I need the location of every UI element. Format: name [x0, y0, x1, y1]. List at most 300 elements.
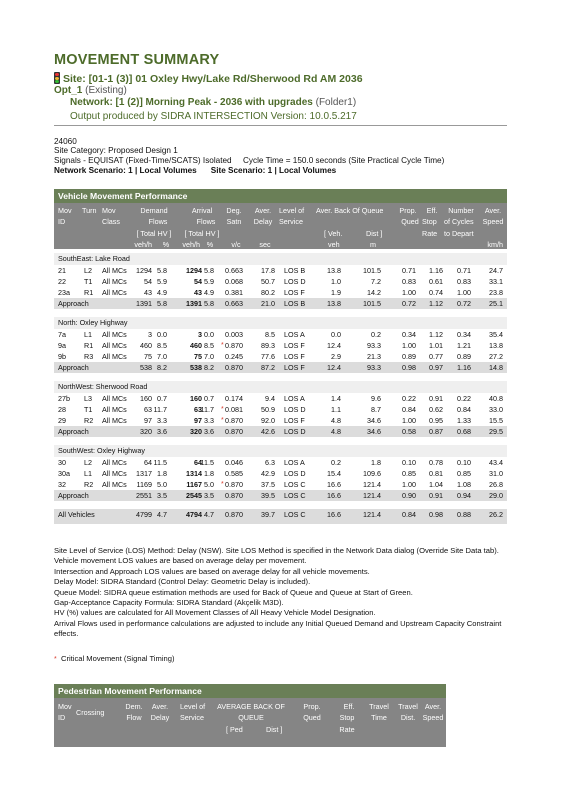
eff-stop: 1.01 [429, 341, 443, 350]
header-turn: Turn [82, 206, 97, 215]
project-id: 24060 [54, 137, 77, 146]
queue-veh: 16.6 [327, 480, 341, 489]
table-row [54, 457, 507, 468]
arrival-total: 97 [194, 416, 202, 425]
header-id: ID [58, 217, 66, 226]
all-vehicles-row [54, 509, 507, 524]
delay: 8.5 [265, 330, 275, 339]
arrival-total: 43 [194, 288, 202, 297]
table-row [54, 329, 507, 340]
approach-row [54, 298, 507, 309]
ped-header-travel-dist: Travel [398, 702, 418, 711]
los: LOS D [284, 405, 306, 414]
eff-stop: 0.97 [429, 363, 443, 372]
delay: 37.5 [261, 480, 275, 489]
ped-header-flow: Flow [126, 713, 142, 722]
speed: 33.0 [489, 405, 503, 414]
header-speed: Speed [482, 217, 504, 226]
speed: 14.8 [489, 363, 503, 372]
header-queue-veh: [ Veh. [324, 229, 343, 238]
demand-hv: 3.3 [157, 416, 167, 425]
header-eff: Eff. [426, 206, 438, 215]
deg-satn: 0.174 [225, 394, 243, 403]
queue-dist: 9.6 [371, 394, 381, 403]
delay: 39.7 [261, 510, 275, 519]
scenario-line [54, 166, 336, 176]
pedestrian-table-title: Pedestrian Movement Performance [54, 684, 446, 698]
arrival-hv: 0.0 [204, 330, 214, 339]
table-row [54, 276, 507, 287]
los: LOS D [284, 427, 306, 436]
los: LOS A [284, 394, 305, 403]
demand-total: 75 [144, 352, 152, 361]
ped-header-time: Time [371, 713, 387, 722]
speed: 15.5 [489, 416, 503, 425]
speed: 13.8 [489, 341, 503, 350]
eff-stop: 0.91 [429, 394, 443, 403]
header-sec: sec [259, 240, 271, 249]
ped-header-travel: Travel [369, 702, 389, 711]
delay: 42.9 [261, 469, 275, 478]
los: LOS F [284, 416, 305, 425]
ped-header-dist: Dist ] [266, 725, 283, 734]
approach-section-header: SouthEast: Lake Road [54, 253, 507, 265]
deg-satn: 0.381 [225, 288, 243, 297]
mov-class: All MCs [102, 330, 127, 339]
los: LOS A [284, 458, 305, 467]
header-prop: Prop. [399, 206, 417, 215]
prop-qued: 1.00 [402, 416, 416, 425]
demand-total: 63 [144, 405, 152, 414]
demand-hv: 4.9 [157, 288, 167, 297]
network-label: Network: [1 (2)] Morning Peak - 2036 with upgrades [70, 97, 313, 108]
arrival-hv: 3.3 [204, 416, 214, 425]
delay: 89.3 [261, 341, 275, 350]
demand-total: 4799 [136, 510, 152, 519]
demand-hv: 8.2 [157, 363, 167, 372]
ped-header-crossing: Crossing [76, 708, 105, 717]
queue-dist: 1.8 [371, 458, 381, 467]
demand-hv: 11.7 [153, 405, 167, 414]
demand-total: 64 [144, 458, 152, 467]
queue-veh: 1.9 [331, 288, 341, 297]
cycles: 0.71 [457, 266, 471, 275]
arrival-hv: 5.9 [204, 277, 214, 286]
eff-stop: 1.12 [429, 299, 443, 308]
eff-stop: 0.87 [429, 427, 443, 436]
cycles: 0.83 [457, 277, 471, 286]
queue-dist: 93.3 [367, 363, 381, 372]
table-row [54, 404, 507, 415]
delay: 77.6 [261, 352, 275, 361]
turn: R1 [84, 341, 94, 350]
queue-dist: 101.5 [363, 299, 381, 308]
queue-dist: 121.4 [363, 510, 381, 519]
queue-veh: 16.6 [327, 510, 341, 519]
mov-id: Approach [58, 363, 89, 372]
deg-satn: 0.068 [225, 277, 243, 286]
delay: 92.0 [261, 416, 275, 425]
header-service: Service [279, 217, 303, 226]
delay: 80.2 [261, 288, 275, 297]
prop-qued: 0.34 [402, 330, 416, 339]
arrival-hv: 11.5 [200, 458, 214, 467]
critical-marker: * [54, 656, 57, 663]
ped-header-dem: Dem. [125, 702, 143, 711]
arrival-hv: 7.0 [204, 352, 214, 361]
los: LOS C [284, 480, 306, 489]
mov-id: Approach [58, 299, 89, 308]
mov-id: Approach [58, 427, 89, 436]
arrival-hv: 8.5 [204, 341, 214, 350]
turn: T1 [84, 405, 93, 414]
los: LOS B [284, 299, 306, 308]
prop-qued: 1.00 [402, 341, 416, 350]
vehicle-table-body [54, 249, 507, 524]
mov-id: 27b [58, 394, 70, 403]
queue-veh: 1.4 [331, 394, 341, 403]
header-demand: Demand [140, 206, 168, 215]
mov-class: All MCs [102, 405, 127, 414]
delay: 50.7 [261, 277, 275, 286]
queue-dist: 93.3 [367, 341, 381, 350]
los: LOS B [284, 266, 306, 275]
site-name: Site: [01-1 (3)] 01 Oxley Hwy/Lake Rd/Sherwood Rd AM 2036 [63, 73, 363, 85]
cycles: 0.84 [457, 405, 471, 414]
note-line: Gap-Acceptance Capacity Formula: SIDRA Standard (Akçelik M3D). [54, 598, 284, 608]
queue-veh: 0.2 [331, 458, 341, 467]
ped-header-prop: Prop. [303, 702, 321, 711]
ped-header-qued: Qued [303, 713, 321, 722]
approach-row [54, 362, 507, 373]
arrival-total: 63 [194, 405, 202, 414]
mov-id: 9b [58, 352, 66, 361]
demand-total: 460 [140, 341, 152, 350]
section-spacer [54, 309, 507, 317]
header-queue-dist: Dist ] [366, 229, 383, 238]
ped-header-queue: QUEUE [238, 713, 264, 722]
speed: 26.2 [489, 510, 503, 519]
header-back-of-queue: Aver. Back Of Queue [316, 206, 384, 215]
mov-id: 30 [58, 458, 66, 467]
cycles: 0.34 [457, 330, 471, 339]
approach-section-header: SouthWest: Oxley Highway [54, 445, 507, 457]
arrival-hv: 4.7 [204, 510, 214, 519]
turn: R2 [84, 416, 94, 425]
arrival-total: 54 [194, 277, 202, 286]
los: LOS F [284, 352, 305, 361]
ped-header-rate: Rate [339, 725, 355, 734]
queue-dist: 8.7 [371, 405, 381, 414]
speed: 24.7 [489, 266, 503, 275]
section-spacer [54, 501, 507, 509]
queue-veh: 15.4 [327, 469, 341, 478]
turn: L1 [84, 330, 92, 339]
cycles: 0.72 [457, 299, 471, 308]
arrival-total: 320 [190, 427, 202, 436]
queue-dist: 21.3 [367, 352, 381, 361]
queue-veh: 12.4 [327, 341, 341, 350]
ped-header-delay: Delay [150, 713, 170, 722]
queue-veh: 1.0 [331, 277, 341, 286]
delay: 50.9 [261, 405, 275, 414]
mov-id: 9a [58, 341, 66, 350]
los: LOS F [284, 363, 305, 372]
mov-id: 23a [58, 288, 70, 297]
demand-hv: 5.9 [157, 277, 167, 286]
queue-dist: 14.2 [367, 288, 381, 297]
arrival-hv: 0.7 [204, 394, 214, 403]
section-spacer [54, 437, 507, 445]
prop-qued: 0.58 [402, 427, 416, 436]
turn: R2 [84, 480, 94, 489]
eff-stop: 1.04 [429, 480, 443, 489]
header-demand-total-hv: [ Total HV ] [136, 229, 172, 238]
eff-stop: 0.81 [429, 469, 443, 478]
eff-stop: 0.95 [429, 416, 443, 425]
speed: 35.4 [489, 330, 503, 339]
arrival-hv: 8.2 [204, 363, 214, 372]
header-mov: Mov [58, 206, 72, 215]
site-scenario: Site Scenario: 1 | Local Volumes [210, 166, 337, 175]
queue-dist: 121.4 [363, 480, 381, 489]
demand-hv: 5.8 [157, 266, 167, 275]
header-aver-delay: Aver. [254, 206, 272, 215]
deg-satn: 0.870 [225, 427, 243, 436]
deg-satn: 0.663 [225, 299, 243, 308]
prop-qued: 0.89 [402, 352, 416, 361]
header-to-depart: to Depart [444, 229, 474, 238]
demand-total: 160 [140, 394, 152, 403]
prop-qued: 1.00 [402, 288, 416, 297]
prop-qued: 0.84 [402, 405, 416, 414]
ped-header-aver-speed: Aver. [424, 702, 442, 711]
prop-qued: 0.72 [402, 299, 416, 308]
arrival-total: 460 [190, 341, 202, 350]
speed: 25.1 [489, 299, 503, 308]
queue-veh: 13.8 [327, 299, 341, 308]
cycles: 0.10 [457, 458, 471, 467]
approach-row [54, 490, 507, 501]
speed: 33.1 [489, 277, 503, 286]
mov-class: All MCs [102, 394, 127, 403]
demand-total: 1317 [136, 469, 152, 478]
los: LOS C [284, 491, 306, 500]
demand-hv: 5.8 [157, 299, 167, 308]
ped-header-service: Service [180, 713, 204, 722]
mov-class: All MCs [102, 458, 127, 467]
speed: 26.8 [489, 480, 503, 489]
los: LOS C [284, 510, 306, 519]
arrival-total: 75 [194, 352, 202, 361]
eff-stop: 1.12 [429, 330, 443, 339]
ped-header-level-of: Level of [180, 702, 206, 711]
header-queue-veh-unit: veh [328, 240, 340, 249]
network-line [70, 97, 356, 108]
header-demand-flows: Flows [148, 217, 168, 226]
arrival-hv: 5.8 [204, 299, 214, 308]
prop-qued: 0.85 [402, 469, 416, 478]
critical-marker: * [221, 417, 224, 424]
header-satn: Satn [226, 217, 242, 226]
speed: 27.2 [489, 352, 503, 361]
note-line: Vehicle movement LOS values are based on average delay per movement. [54, 556, 307, 566]
queue-veh: 2.9 [331, 352, 341, 361]
arrival-total: 1314 [186, 469, 202, 478]
header-arrival-total-hv: [ Total HV ] [184, 229, 220, 238]
header-stop: Stop [422, 217, 437, 226]
delay: 21.0 [261, 299, 275, 308]
pedestrian-table-header [54, 698, 446, 747]
critical-note: Critical Movement (Signal Timing) [60, 654, 175, 663]
demand-hv: 4.7 [157, 510, 167, 519]
demand-hv: 3.5 [157, 491, 167, 500]
demand-total: 2551 [136, 491, 152, 500]
demand-total: 43 [144, 288, 152, 297]
arrival-total: 1391 [186, 299, 202, 308]
demand-hv: 11.5 [153, 458, 167, 467]
traffic-signal-icon [54, 72, 60, 84]
note-line: Queue Model: SIDRA queue estimation methods are used for Back of Queue and Queue at Start of Green. [54, 587, 413, 597]
mov-id: 29 [58, 416, 66, 425]
demand-hv: 3.6 [157, 427, 167, 436]
pedestrian-movement-table [54, 684, 446, 747]
delay: 42.6 [261, 427, 275, 436]
eff-stop: 0.91 [429, 491, 443, 500]
los: LOS D [284, 469, 306, 478]
cycles: 0.89 [457, 352, 471, 361]
ped-header-speed: Speed [422, 713, 444, 722]
queue-veh: 4.8 [331, 427, 341, 436]
notes [54, 546, 509, 640]
cycles: 1.00 [457, 288, 471, 297]
header-vc: v/c [231, 240, 241, 249]
queue-veh: 0.0 [331, 330, 341, 339]
mov-id: Approach [58, 491, 89, 500]
header-of-cycles: of Cycles [444, 217, 474, 226]
deg-satn: 0.245 [225, 352, 243, 361]
approach-section-header: North: Oxley Highway [54, 317, 507, 329]
table-row [54, 265, 507, 276]
los: LOS D [284, 277, 306, 286]
deg-satn: 0.081 [225, 405, 243, 414]
mov-id: 32 [58, 480, 66, 489]
mov-class: All MCs [102, 341, 127, 350]
mov-id: 22 [58, 277, 66, 286]
mov-id: 7a [58, 330, 66, 339]
deg-satn: 0.585 [225, 469, 243, 478]
arrival-hv: 11.7 [200, 405, 214, 414]
header-aver-speed: Aver. [484, 206, 502, 215]
critical-marker: * [221, 406, 224, 413]
arrival-total: 1294 [186, 266, 202, 275]
queue-dist: 7.2 [371, 277, 381, 286]
queue-veh: 13.8 [327, 266, 341, 275]
arrival-total: 64 [194, 458, 202, 467]
header-arrival-pct: % [206, 240, 214, 249]
speed: 31.0 [489, 469, 503, 478]
cycles: 1.33 [457, 416, 471, 425]
mov-class: All MCs [102, 266, 127, 275]
deg-satn: 0.870 [225, 480, 243, 489]
deg-satn: 0.870 [225, 491, 243, 500]
signals-info: Signals - EQUISAT (Fixed-Time/SCATS) Isolated Cycle Time = 150.0 seconds (Site Practical Cycle Time) [54, 156, 445, 165]
cycles: 1.21 [457, 341, 471, 350]
cycles: 0.22 [457, 394, 471, 403]
queue-veh: 16.6 [327, 491, 341, 500]
site-category: Site Category: Proposed Design 1 [54, 146, 178, 155]
queue-dist: 34.6 [367, 416, 381, 425]
arrival-total: 3 [198, 330, 202, 339]
queue-dist: 121.4 [363, 491, 381, 500]
demand-total: 54 [144, 277, 152, 286]
los: LOS A [284, 330, 305, 339]
output-line: Output produced by SIDRA INTERSECTION Version: 10.0.5.217 [70, 111, 357, 122]
delay: 9.4 [265, 394, 275, 403]
demand-hv: 1.8 [157, 469, 167, 478]
prop-qued: 0.98 [402, 363, 416, 372]
option-line [54, 85, 127, 96]
header-deg: Deg. [226, 206, 242, 215]
deg-satn: 0.870 [225, 510, 243, 519]
turn: L2 [84, 266, 92, 275]
critical-marker: * [221, 342, 224, 349]
approach-section-header: NorthWest: Sherwood Road [54, 381, 507, 393]
eff-stop: 1.16 [429, 266, 443, 275]
demand-hv: 5.0 [157, 480, 167, 489]
network-scenario: Network Scenario: 1 | Local Volumes [54, 166, 197, 175]
cycles: 1.16 [457, 363, 471, 372]
demand-total: 1294 [136, 266, 152, 275]
deg-satn: 0.663 [225, 266, 243, 275]
header-class: Class [102, 217, 120, 226]
critical-legend [54, 654, 175, 663]
eff-stop: 0.74 [429, 288, 443, 297]
queue-veh: 12.4 [327, 363, 341, 372]
eff-stop: 0.62 [429, 405, 443, 414]
arrival-total: 2545 [186, 491, 202, 500]
speed: 43.4 [489, 458, 503, 467]
turn: T1 [84, 277, 93, 286]
deg-satn: 0.003 [225, 330, 243, 339]
vehicle-table-header [54, 203, 507, 249]
turn: R3 [84, 352, 94, 361]
queue-veh: 1.1 [331, 405, 341, 414]
table-row [54, 415, 507, 426]
mov-id: 30a [58, 469, 70, 478]
arrival-hv: 5.0 [204, 480, 214, 489]
arrival-total: 538 [190, 363, 202, 372]
demand-total: 1391 [136, 299, 152, 308]
mov-id: All Vehicles [58, 510, 95, 519]
ped-header-average-back-of: AVERAGE BACK OF [217, 702, 285, 711]
note-line: Delay Model: SIDRA Standard (Control Delay: Geometric Delay is included). [54, 577, 311, 587]
divider [54, 125, 507, 126]
cycles: 1.08 [457, 480, 471, 489]
mov-class: All MCs [102, 288, 127, 297]
header-queue-m: m [370, 240, 376, 249]
demand-hv: 0.7 [157, 394, 167, 403]
header-arrival-flows: Flows [196, 217, 216, 226]
arrival-total: 1167 [186, 480, 202, 489]
demand-total: 320 [140, 427, 152, 436]
los: LOS F [284, 288, 305, 297]
delay: 87.2 [261, 363, 275, 372]
table-row [54, 340, 507, 351]
delay: 39.5 [261, 491, 275, 500]
queue-veh: 4.8 [331, 416, 341, 425]
arrival-total: 4794 [186, 510, 202, 519]
